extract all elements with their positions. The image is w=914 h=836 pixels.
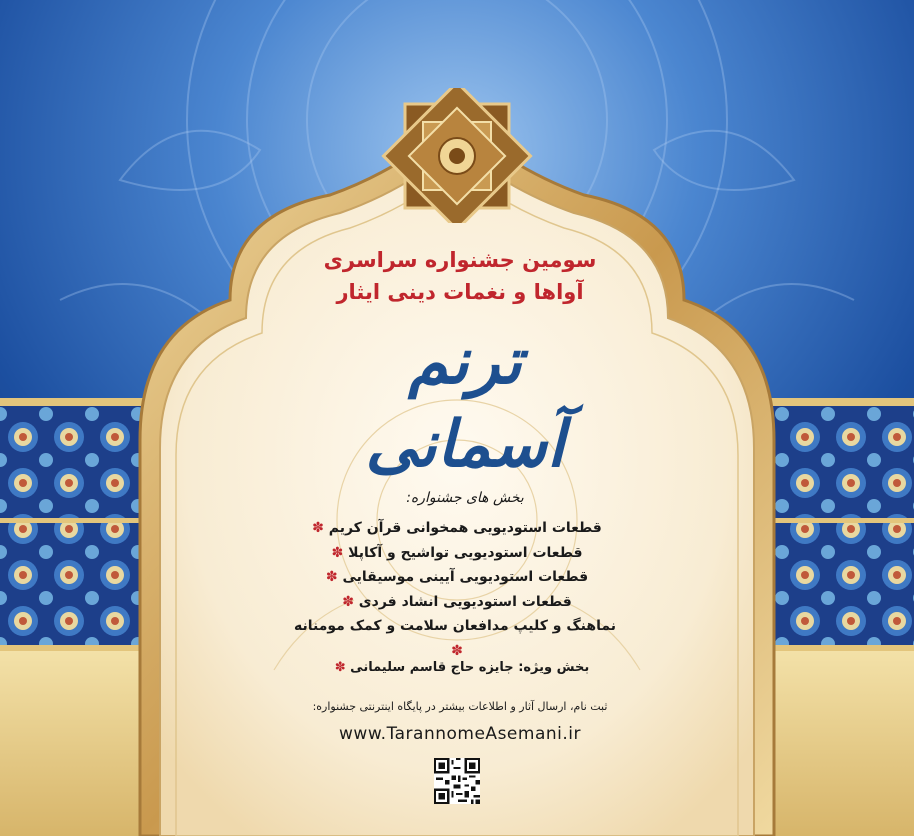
section-item [290, 516, 620, 541]
bullet-icon: ✽ [334, 660, 346, 675]
eight-point-star-medallion-icon [377, 88, 537, 223]
bullet-icon: ✽ [312, 520, 324, 536]
section-item [290, 590, 620, 615]
festival-title-line1: سومین جشنواره سراسری [323, 248, 597, 272]
special-section [300, 660, 620, 675]
bullet-icon: ✽ [451, 642, 463, 659]
bullet-icon: ✽ [325, 569, 338, 585]
special-section-label: بخش ویژه: جایزه حاج قاسم سلیمانی [350, 660, 590, 675]
section-item [290, 541, 620, 566]
bullet-icon: ✽ [331, 544, 344, 561]
section-item [290, 614, 620, 663]
section-label: نماهنگ و کلیپ مدافعان سلامت و کمک مومنانه [294, 618, 616, 634]
section-label: قطعات استودیویی انشاد فردی [358, 593, 572, 610]
sections-list [290, 516, 620, 663]
website-link[interactable]: www.TarannomeAsemani.ir [339, 724, 581, 744]
section-label: قطعات استودیویی همخوانی قرآن کریم [328, 520, 602, 536]
sections-heading: بخش های جشنواره: [406, 490, 524, 506]
qr-code-icon[interactable] [434, 758, 480, 804]
bullet-icon: ✽ [342, 593, 354, 610]
registration-note: ثبت نام، ارسال آثار و اطلاعات بیشتر در پایگاه اینترنتی جشنواره: [312, 700, 608, 713]
festival-name-calligraphy: ترنم آسمانی [365, 324, 565, 483]
festival-title-line2: آواها و نغمات دینی ایثار [336, 280, 584, 304]
section-label: قطعات استودیویی تواشیح و آکاپلا [348, 544, 583, 561]
section-item [290, 565, 620, 590]
section-label: قطعات استودیویی آیینی موسیقایی [342, 569, 589, 585]
